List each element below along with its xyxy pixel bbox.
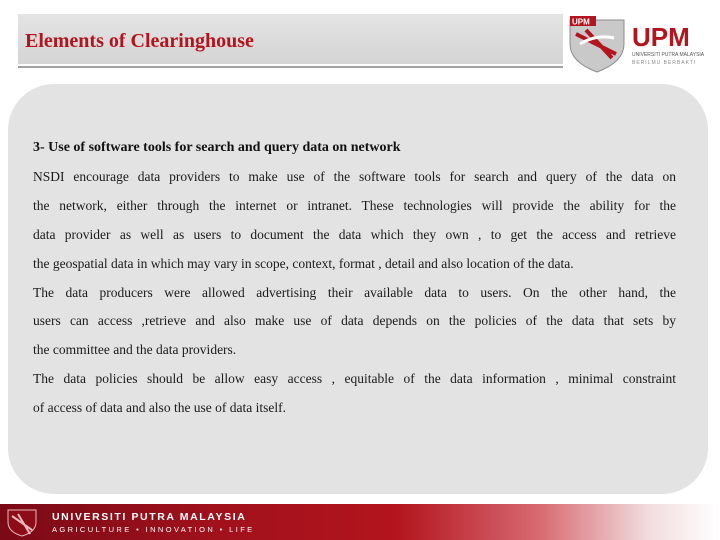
body-line: the geospatial data in which may vary in scope, context, format , detail and also location of the data.: [33, 256, 574, 271]
logo-subtitle: UNIVERSITI PUTRA MALAYSIA: [632, 52, 705, 58]
footer-university-name: UNIVERSITI PUTRA MALAYSIA: [52, 511, 247, 523]
body-line: The data policies should be allow easy access , equitable of the data information , minimal constraint: [33, 371, 676, 386]
logo-wordmark: UPM: [632, 22, 690, 52]
body-line: the network, either through the internet or intranet. These technologies will provide the ability for the: [33, 198, 676, 213]
body-line: The data producers were allowed advertising their available data to users. On the other hand, the: [33, 285, 676, 300]
body-line: data provider as well as users to document the data which they own , to get the access and retrieve: [33, 227, 676, 242]
logo-tagline: BERILMU BERBAKTI: [632, 60, 697, 66]
upm-crest-icon: [566, 14, 716, 74]
slide-title: Elements of Clearinghouse: [25, 30, 254, 52]
footer-band: [0, 504, 720, 540]
logo-badge-text: UPM: [572, 17, 590, 27]
body-line: users can access ,retrieve and also make use of data depends on the policies of the data that sets by: [33, 313, 676, 328]
body-line: NSDI encourage data providers to make use of the software tools for search and query of the data on: [33, 169, 676, 184]
upm-emblem-icon: [2, 506, 42, 538]
body-line: of access of data and also the use of data itself.: [33, 400, 287, 415]
section-heading: 3- Use of software tools for search and query data on network: [33, 140, 401, 155]
footer-edge: [712, 504, 716, 540]
body-line: the committee and the data providers.: [33, 342, 237, 357]
title-bar: [18, 14, 563, 64]
upm-logo: [566, 14, 716, 74]
footer-tagline: AGRICULTURE • INNOVATION • LIFE: [52, 525, 255, 534]
title-divider: [18, 66, 563, 68]
